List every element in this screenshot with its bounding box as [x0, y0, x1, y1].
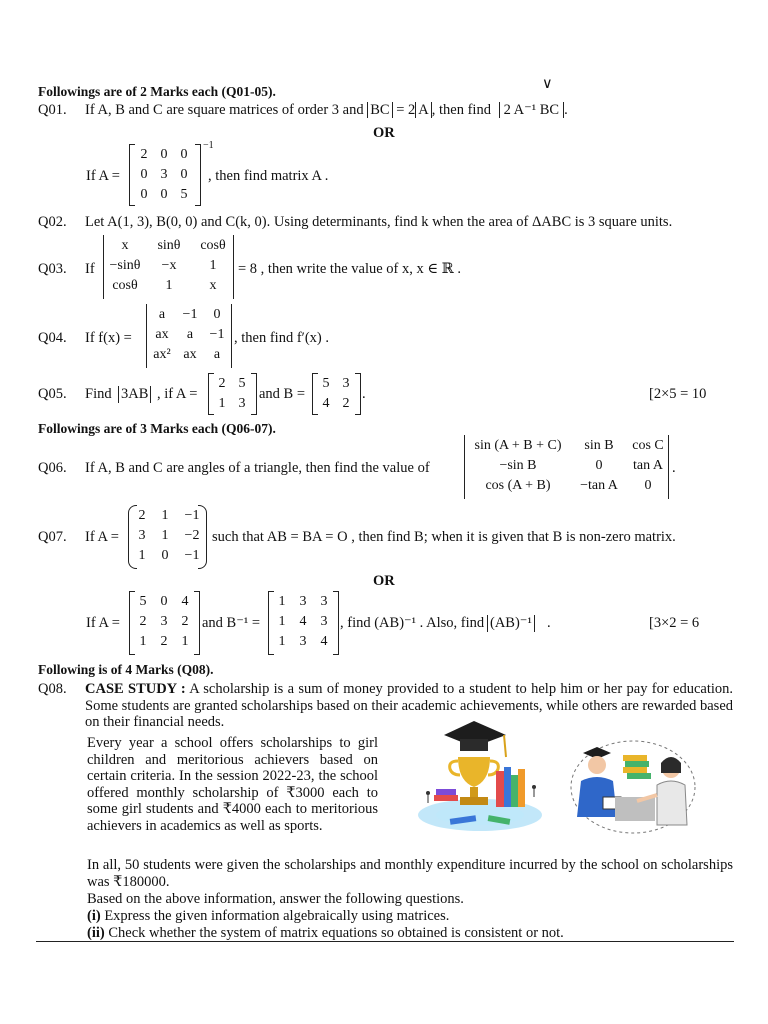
q05-det-3ab: 3AB: [118, 386, 151, 403]
matrix-cell: −x: [161, 258, 177, 273]
q07-prefix: If A =: [85, 529, 119, 545]
matrix-q01b: [134, 145, 194, 205]
q07b-prefix: If A =: [86, 615, 120, 631]
matrix-cell: 3: [238, 396, 246, 411]
matrix-cell: 5: [238, 376, 246, 391]
check-mark: ∨: [542, 76, 553, 92]
matrix-exponent: −1: [203, 140, 214, 151]
matrix-cell: 0: [644, 478, 652, 493]
matrix-cell: 2: [160, 634, 168, 649]
matrix-cell: a: [213, 347, 221, 362]
matrix-cell: cos C: [632, 438, 664, 453]
matrix-cell: 1: [139, 634, 147, 649]
matrix-cell: cosθ: [200, 238, 226, 253]
matrix-cell: 3: [160, 614, 168, 629]
matrix-cell: 3: [299, 634, 307, 649]
matrix-cell: a: [158, 307, 166, 322]
bottom-rule: [36, 941, 734, 942]
matrix-cell: cos (A + B): [485, 478, 551, 493]
matrix-cell: 0: [213, 307, 221, 322]
matrix-cell: sin (A + B + C): [474, 438, 562, 453]
matrix-cell: ax: [155, 327, 169, 342]
matrix-cell: 1: [161, 508, 169, 523]
matrix-cell: ax: [183, 347, 197, 362]
matrix-cell: 3: [138, 528, 146, 543]
matrix-cell: 5: [180, 187, 188, 202]
matrix-cell: 2: [139, 614, 147, 629]
question-number-q02: Q02.: [38, 214, 67, 230]
q07b-suffix: , find (AB)⁻¹ . Also, find: [340, 615, 485, 631]
matrix-cell: x: [121, 238, 129, 253]
matrix-q07: [132, 506, 206, 566]
matrix-cell: 0: [161, 548, 169, 563]
q01-det-expr: 2 A⁻¹ BC: [499, 102, 565, 118]
q01b-suffix: , then find matrix A .: [208, 168, 329, 184]
section-heading-3-marks: Followings are of 3 Marks each (Q06-07).: [38, 421, 276, 436]
question-number-q01: Q01.: [38, 102, 67, 118]
q08-story-paragraph: Every year a school offers scholarships to girl children and meritorious achievers based on certain criteria. In the session 2022-23, the school offered monthly scholarship of ₹3000 each to some girl students and ₹4000 each to meritorious achievers in academics as well as sports.: [87, 735, 378, 834]
matrix-cell: 1: [138, 548, 146, 563]
matrix-cell: 2: [140, 147, 148, 162]
q03-prefix: If: [85, 261, 95, 277]
bracket-right: [355, 373, 361, 415]
matrix-q05-a: [212, 374, 252, 414]
matrix-q07b-binv: [272, 592, 334, 652]
matrix-cell: 0: [140, 167, 148, 182]
matrix-cell: 0: [180, 167, 188, 182]
matrix-cell: 1: [278, 614, 286, 629]
question-number-q06: Q06.: [38, 460, 67, 476]
matrix-cell: x: [209, 278, 217, 293]
matrix-cell: 2: [181, 614, 189, 629]
section-heading-4-marks: Following is of 4 Marks (Q08).: [38, 662, 214, 677]
trophy-books-illustration: [414, 717, 546, 839]
question-number-q03: Q03.: [38, 261, 67, 277]
matrix-cell: 2: [342, 396, 350, 411]
matrix-cell: 1: [278, 594, 286, 609]
matrix-q07b-a: [133, 592, 195, 652]
matrix-cell: −1: [184, 548, 200, 563]
matrix-cell: a: [186, 327, 194, 342]
q06-end: .: [672, 460, 676, 476]
matrix-cell: 1: [218, 396, 226, 411]
marks-section-2: [3×2 = 6: [649, 615, 700, 631]
matrix-cell: 4: [320, 634, 328, 649]
q04-suffix: , then find f′(x) .: [234, 330, 329, 346]
matrix-cell: −2: [184, 528, 200, 543]
q07b-end: .: [547, 615, 551, 631]
q08-part-i: (i) Express the given information algebraically using matrices.: [87, 908, 450, 924]
q05-end: .: [362, 386, 366, 402]
bracket-right: [194, 591, 200, 655]
determinant-q06: [466, 436, 668, 496]
q08-intro-paragraph: CASE STUDY : A scholarship is a sum of money provided to a student to help him or her pay for education. Some students are granted scholarships based on their academic achievements, while others are rewarded based on their financial needs.: [85, 681, 734, 730]
det-bar-left: [146, 304, 147, 368]
q07b-det: (AB)⁻¹: [487, 615, 535, 632]
matrix-cell: 0: [180, 147, 188, 162]
matrix-cell: 3: [299, 594, 307, 609]
det-bar-right: [668, 435, 669, 499]
matrix-cell: −1: [184, 508, 200, 523]
q05-prefix: Find: [85, 386, 112, 402]
matrix-cell: −sinθ: [109, 258, 141, 273]
matrix-cell: 3: [160, 167, 168, 182]
matrix-cell: sin B: [584, 438, 614, 453]
q08-total-paragraph: In all, 50 students were given the scholarships and monthly expenditure incurred by the school on scholarships was ₹180000.: [87, 857, 733, 890]
matrix-cell: 5: [322, 376, 330, 391]
q08-instruction: Based on the above information, answer the following questions.: [87, 891, 464, 907]
matrix-cell: 3: [320, 614, 328, 629]
det-bar-right: [231, 304, 232, 368]
q01b-prefix: If A =: [86, 168, 120, 184]
paren-right: [198, 505, 207, 569]
q08-part-ii: (ii) Check whether the system of matrix equations so obtained is consistent or not.: [87, 925, 564, 941]
matrix-cell: 4: [181, 594, 189, 609]
matrix-cell: 3: [320, 594, 328, 609]
q01-det-a: A: [415, 102, 431, 118]
q02-text: Let A(1, 3), B(0, 0) and C(k, 0). Using determinants, find k when the area of ΔABC is 3 square units.: [85, 214, 673, 230]
q07b-and: and B⁻¹ =: [202, 615, 261, 631]
matrix-cell: cosθ: [112, 278, 138, 293]
matrix-cell: 4: [299, 614, 307, 629]
matrix-cell: 0: [160, 187, 168, 202]
q07-suffix: such that AB = BA = O , then find B; when it is given that B is non-zero matrix.: [212, 529, 676, 545]
q01-det-bc: BC: [367, 102, 392, 118]
matrix-cell: 0: [595, 458, 603, 473]
matrix-cell: 1: [181, 634, 189, 649]
question-number-q05: Q05.: [38, 386, 67, 402]
matrix-cell: 1: [161, 528, 169, 543]
matrix-cell: 2: [218, 376, 226, 391]
det-bar-left: [103, 235, 104, 299]
scholarship-handover-illustration: [553, 737, 713, 837]
matrix-cell: −tan A: [580, 478, 618, 493]
det-bar-left: [464, 435, 465, 499]
question-number-q07: Q07.: [38, 529, 67, 545]
matrix-q05-b: [316, 374, 356, 414]
matrix-cell: 1: [209, 258, 217, 273]
matrix-cell: 3: [342, 376, 350, 391]
matrix-cell: −1: [209, 327, 225, 342]
bracket-right: [195, 144, 201, 206]
matrix-cell: −sin B: [499, 458, 537, 473]
matrix-cell: 1: [165, 278, 173, 293]
matrix-cell: 0: [160, 594, 168, 609]
q05-mid: , if A =: [157, 386, 198, 402]
q05-and: and B =: [259, 386, 306, 402]
or-divider-1: OR: [373, 125, 395, 141]
q04-prefix: If f(x) =: [85, 330, 132, 346]
marks-section-1: [2×5 = 10: [649, 386, 707, 402]
question-number-q04: Q04.: [38, 330, 67, 346]
determinant-q03: [106, 236, 232, 296]
matrix-cell: tan A: [633, 458, 663, 473]
bracket-right: [333, 591, 339, 655]
matrix-cell: ax²: [153, 347, 171, 362]
matrix-cell: 5: [139, 594, 147, 609]
or-divider-2: OR: [373, 573, 395, 589]
matrix-cell: −1: [182, 307, 198, 322]
matrix-cell: 0: [140, 187, 148, 202]
q01-text: If A, B and C are square matrices of order 3 and BC = 2 A , then find 2 A⁻¹ BC .: [85, 102, 568, 118]
matrix-cell: 1: [278, 634, 286, 649]
matrix-cell: sinθ: [157, 238, 181, 253]
matrix-cell: 0: [160, 147, 168, 162]
matrix-cell: 2: [138, 508, 146, 523]
determinant-q04: [148, 305, 230, 365]
det-bar-right: [233, 235, 234, 299]
q06-text: If A, B and C are angles of a triangle, then find the value of: [85, 460, 430, 476]
q03-suffix: = 8 , then write the value of x, x ∈ ℝ .: [238, 261, 462, 277]
matrix-cell: 4: [322, 396, 330, 411]
bracket-right: [251, 373, 257, 415]
section-heading-2-marks: Followings are of 2 Marks each (Q01-05).: [38, 84, 276, 99]
question-number-q08: Q08.: [38, 681, 67, 697]
